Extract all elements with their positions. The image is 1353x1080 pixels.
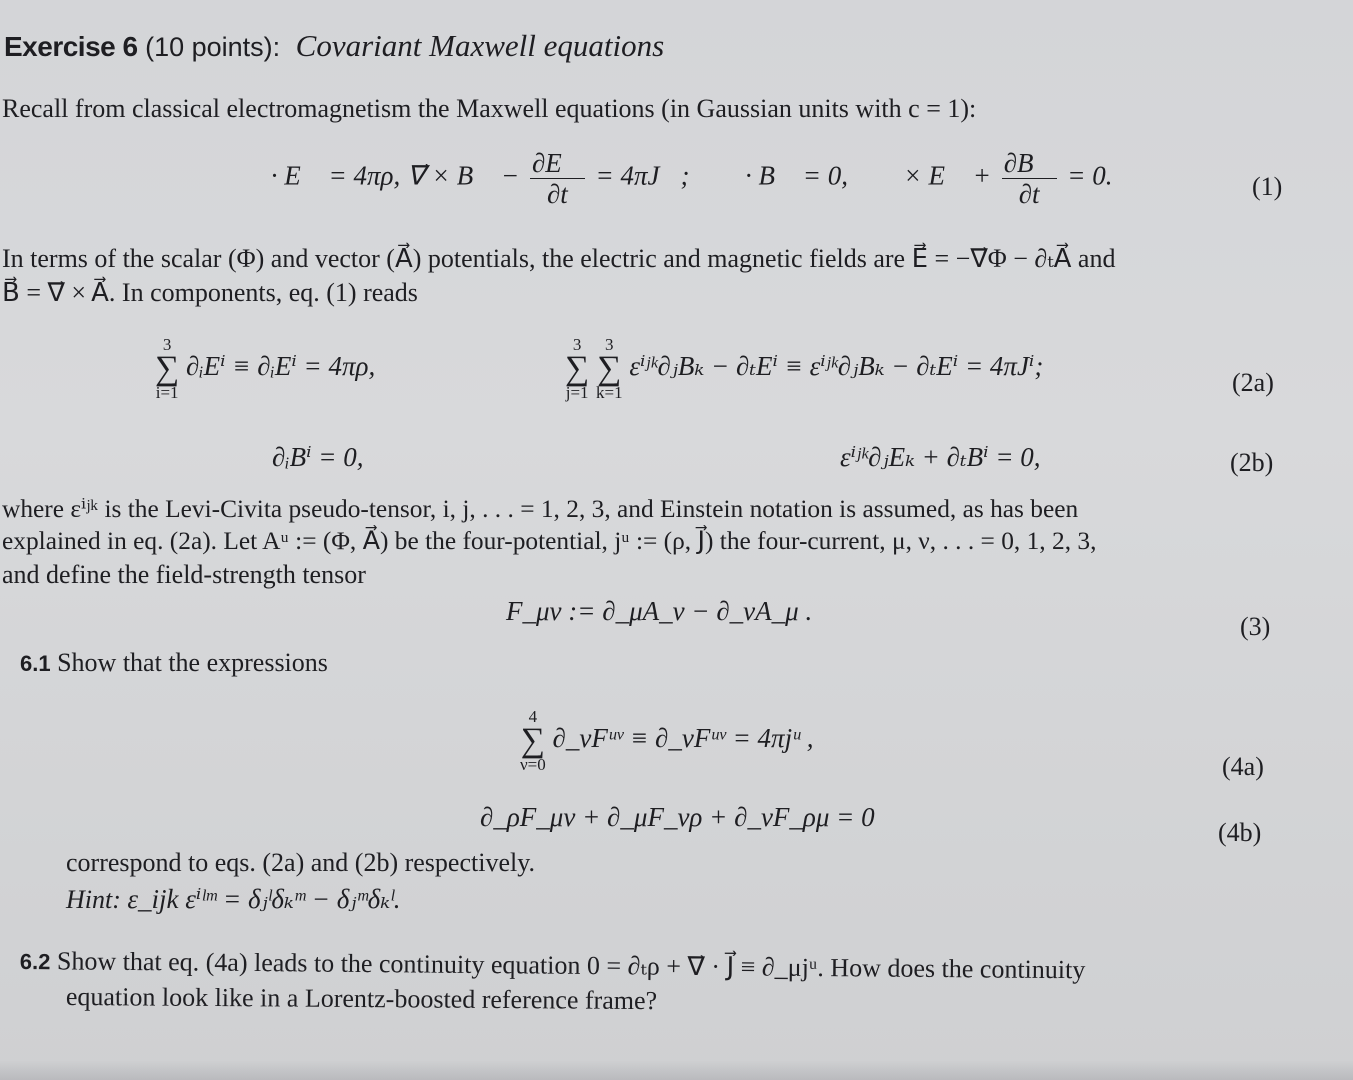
sigma-glyph: ∑ [565,350,590,387]
levi-line-2: explained in eq. (2a). Let Aᵘ := (Φ, A⃗) be the four-potential, jᵘ := (ρ, J⃗) the four-current, μ, ν, . . . = 0, 1, 2, 3, [2,527,1097,555]
task-6-2-number: 6.2 [19,948,51,975]
sigma-glyph: ∑ [597,350,622,387]
sum-upper-limit: 3 [162,335,172,354]
sigma-glyph: ∑ [155,350,180,387]
eq2b-left-expression: ∂ᵢBⁱ = 0, [272,442,364,472]
eq3-number: (3) [1240,612,1271,641]
task-6-1 [20,646,328,681]
task-6-2-line-2: equation look like in a Lorentz-boosted reference frame? [65,981,658,1016]
intro-paragraph: Recall from classical electromagnetism the Maxwell equations (in Gaussian units with c = 1): [2,94,977,123]
exercise-points: (10 points): [145,32,281,62]
eq2b-right-expression: εⁱʲᵏ∂ⱼEₖ + ∂ₜBⁱ = 0, [840,442,1041,472]
task-6-1-text: Show that the expressions [57,648,328,677]
eq4b-expression: ∂_ρF_μν + ∂_μF_νρ + ∂_νF_ρμ = 0 [480,802,875,832]
eq2a-number: (2a) [1232,368,1274,397]
task-6-2-text-1: Show that eq. (4a) leads to the continuity equation 0 = ∂ₜρ + ∇⃗ · J⃗ ≡ ∂_μjᵘ. How does the continuity [56,946,1086,985]
eq4b-number: (4b) [1218,818,1262,847]
task-6-1-number: 6.1 [20,651,51,676]
sum-k-upper-limit: 3 [605,335,614,354]
eq1-frac2-numerator: ∂B⃗ [1003,148,1055,178]
eq1-part2: = 4πJ⃗; ∇⃗ · B⃗ = 0, ∇⃗ × E⃗ + [595,160,991,191]
correspond-text: correspond to eqs. (2a) and (2b) respectively. [66,848,536,877]
equation-1 [222,148,1113,209]
potentials-line-2: B⃗ = ∇⃗ × A⃗. In components, eq. (1) reads [2,278,418,307]
eq2a-right-expression: εⁱʲᵏ∂ⱼBₖ − ∂ₜEⁱ ≡ εⁱʲᵏ∂ⱼBₖ − ∂ₜEⁱ = 4πJⁱ; [629,351,1044,382]
sum-k-lower-limit: k=1 [596,383,623,402]
eq1-number: (1) [1252,172,1283,201]
eq1-part3: = 0. [1067,160,1113,191]
eq2a-left-expression: ∂ᵢEⁱ ≡ ∂ᵢEⁱ = 4πρ, [186,351,376,382]
potentials-line-1: In terms of the scalar (Φ) and vector (A⃗) potentials, the electric and magnetic fields are E⃗ = −∇⃗Φ − ∂ₜA⃗ and [2,244,1116,273]
eq3-expression: F_μν := ∂_μA_ν − ∂_νA_μ . [506,596,813,626]
eq1-fraction-1 [530,148,585,209]
eq4a-expression: ∂_νFᵘᵛ ≡ ∂_νFᵘᵛ = 4πjᵘ , [552,723,814,754]
eq1-part1: ∇⃗ · E⃗ = 4πρ, ∇⃗ × B⃗ − [222,160,520,191]
levi-line-3: and define the field-strength tensor [2,560,366,589]
sum-nu-lower-limit: ν=0 [520,755,546,774]
sum-j-lower-limit: j=1 [565,383,589,402]
eq1-frac1-denominator: ∂t [546,179,568,209]
equation-2a-right [565,336,1043,402]
eq1-frac1-numerator: ∂E⃗ [531,148,583,178]
equation-4a [520,708,813,774]
eq2b-number: (2b) [1230,448,1274,477]
exercise-number: Exercise 6 [4,31,138,62]
sum-j-upper-limit: 3 [572,335,582,354]
sum-symbol [155,336,179,402]
hint-line [66,882,401,917]
eq1-frac2-denominator: ∂t [1018,179,1040,209]
sum-lower-limit: i=1 [155,383,179,402]
eq1-fraction-2 [1002,148,1057,209]
sum-symbol-k [596,336,623,402]
eq4a-number: (4a) [1222,752,1264,781]
hint-label: Hint: [66,885,121,914]
sum-symbol-j [565,336,589,402]
sigma-glyph: ∑ [520,722,546,759]
equation-2a-left [155,336,375,402]
hint-expression: ε_ijk εⁱˡᵐ = δⱼˡδₖᵐ − δⱼᵐδₖˡ. [127,884,401,914]
sum-symbol-nu [520,708,546,774]
exercise-title [4,28,664,64]
exercise-topic: Covariant Maxwell equations [295,28,665,63]
sum-nu-upper-limit: 4 [528,707,538,726]
page-bottom-shadow [0,1060,1353,1080]
levi-line-1: where εⁱʲᵏ is the Levi-Civita pseudo-tensor, i, j, . . . = 1, 2, 3, and Einstein notation is assumed, as has been [2,495,1079,523]
